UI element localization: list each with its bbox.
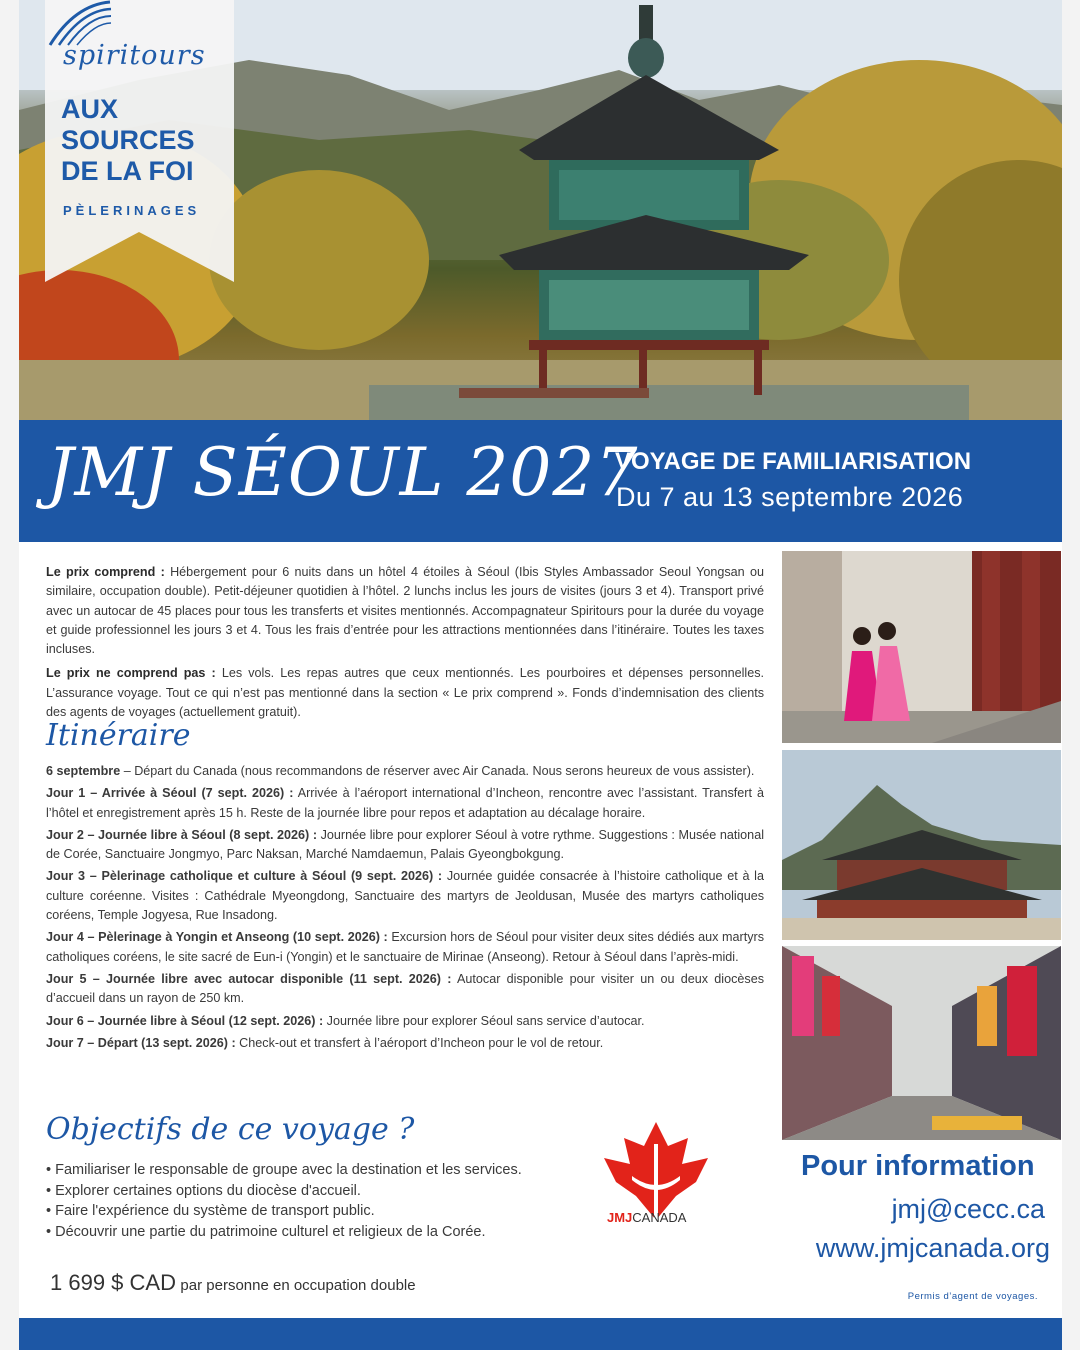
logo-line-3: DE LA FOI — [61, 156, 194, 186]
day-text: Autocar disponible pour visiter un ou deux diocèses d’accueil dans un rayon de 250 km. — [46, 971, 764, 1006]
contact-title: Pour information — [801, 1150, 1035, 1182]
day-text: Arrivée à l’aéroport international d’Incheon, rencontre avec l’assistant. Transfert à l’hôtel et enregistrement après 15 h. Reste de la journée libre pour repos et adaptation au décalage horaire. — [46, 786, 764, 820]
price-note: par personne en occupation double — [180, 1277, 416, 1294]
hanbok-photo — [782, 551, 1061, 743]
logo-subtitle: PÈLERINAGES — [63, 203, 201, 218]
excludes-text: Les vols. Les repas autres que ceux mentionnés. Les pourboires et dépenses personnelles. L’assurance voyage. Tout ce qui n’est pas mentionné dans la section « Le prix comprend ». Fonds d’indemnisation des clients des agents de voyages (actuellement gratuit). — [46, 666, 765, 720]
day-text: Journée guidée consacrée à l’histoire catholique et à la culture coréenne. Visites : Cathédrale Myeongdong, Sanctuaire des martyrs de Jeoldusan, Musée des martyrs catholiques coréens, Temple Jogyesa, Rue Insadong. — [46, 869, 764, 923]
itinerary-day — [46, 970, 764, 1009]
day-text: Journée libre pour explorer Séoul sans service d’autocar. — [323, 1013, 645, 1028]
contact-email[interactable]: jmj@cecc.ca — [891, 1194, 1045, 1224]
excludes-paragraph — [46, 664, 764, 722]
street-photo — [782, 946, 1061, 1140]
objectives-list — [46, 1160, 522, 1242]
palace-photo — [782, 750, 1061, 940]
logo-brand: spiritours — [63, 40, 206, 71]
list-item: • Découvrir une partie du patrimoine culturel et religieux de la Corée. — [46, 1223, 486, 1240]
day-label: Jour 1 – Arrivée à Séoul (7 sept. 2026) : — [46, 786, 294, 801]
list-item: • Faire l'expérience du système de transport public. — [46, 1203, 375, 1219]
jmj-canada-label — [607, 1210, 686, 1225]
day-label: Jour 4 – Pèlerinage à Yongin et Anseong (10 sept. 2026) : — [46, 930, 388, 945]
day-text: Excursion hors de Séoul pour visiter deux sites dédiés aux martyrs catholiques coréens, le site sacré de Eun-i (Yongin) et le sanctuaire de Mirinae (Anseong). Retour à Séoul dans l’après-midi. — [46, 930, 765, 964]
day-text: Journée libre pour explorer Séoul à votre rythme. Suggestions : Musée national de Corée, Sanctuaire Jongmyo, Parc Naksan, Marché Namdaemun, Palais Gyeongbokgung. — [46, 827, 764, 862]
includes-label: Le prix comprend : — [46, 565, 165, 579]
day-label: Jour 3 – Pèlerinage catholique et culture à Séoul (9 sept. 2026) : — [46, 869, 443, 884]
right-margin — [1062, 0, 1080, 1350]
left-margin — [0, 0, 19, 1350]
day-label: Jour 6 – Journée libre à Séoul (12 sept. 2026) : — [46, 1013, 324, 1028]
day-text: Check-out et transfert à l’aéroport d’Incheon pour le vol de retour. — [235, 1035, 604, 1050]
title-band — [19, 420, 1062, 542]
day-text: – Départ du Canada (nous recommandons de réserver avec Air Canada. Nous serons heureux de vous assister). — [120, 764, 755, 778]
itinerary-day — [46, 826, 764, 865]
price-amount: 1 699 $ CAD — [50, 1270, 176, 1295]
day-label: 6 septembre — [46, 764, 121, 778]
list-item: • Explorer certaines options du diocèse d'accueil. — [46, 1182, 361, 1199]
permit-note: Permis d’agent de voyages. — [907, 1291, 1038, 1302]
page-title: JMJ SÉOUL 2027 — [47, 434, 639, 511]
jmj-canada-text: CANADA — [632, 1210, 687, 1225]
itinerary-day — [46, 928, 764, 967]
objectives-title: Objectifs de ce voyage ? — [46, 1112, 415, 1147]
trip-dates: Du 7 au 13 septembre 2026 — [616, 482, 964, 512]
itinerary-day — [46, 762, 764, 781]
itinerary-day — [46, 1012, 764, 1031]
day-label: Jour 5 – Journée libre avec autocar disponible (11 sept. 2026) : — [46, 971, 452, 986]
list-item: • Familiariser le responsable de groupe avec la destination et les services. — [46, 1162, 522, 1178]
day-label: Jour 2 – Journée libre à Séoul (8 sept. 2026) : — [46, 827, 318, 842]
footer-band — [19, 1318, 1062, 1350]
excludes-label: Le prix ne comprend pas : — [46, 666, 216, 681]
spiritours-logo — [45, 0, 234, 282]
itinerary-day — [46, 1034, 764, 1053]
logo-line-2: SOURCES — [61, 125, 195, 155]
contact-website[interactable]: www.jmjcanada.org — [815, 1233, 1050, 1263]
includes-paragraph — [46, 563, 764, 659]
jmj-red-text: JMJ — [607, 1210, 633, 1225]
price-line — [50, 1270, 416, 1296]
itinerary-day — [46, 784, 764, 823]
logo-line-1: AUX — [61, 94, 119, 124]
price-details — [46, 563, 764, 727]
trip-type: VOYAGE DE FAMILIARISATION — [615, 448, 972, 475]
includes-text: Hébergement pour 6 nuits dans un hôtel 4 étoiles à Séoul (Ibis Styles Ambassador Seoul Yongsan ou similaire, occupation double). Petit-déjeuner quotidien à l’hôtel. 2 lunchs inclus les jours de visites (jours 3 et 4). Transport privé avec un autocar de 45 places pour tous les transferts et visites mentionnés. Accompagnateur Spiritours pour la durée du voyage et guide professionnel les jours 3 et 4. Tous les frais d’entrée pour les attractions mentionnées dans l’itinéraire. Toutes les taxes incluses. — [46, 565, 764, 657]
day-label: Jour 7 – Départ (13 sept. 2026) : — [46, 1035, 236, 1050]
itinerary-title: Itinéraire — [46, 718, 191, 753]
itinerary-list — [46, 762, 764, 1056]
itinerary-day — [46, 867, 764, 925]
